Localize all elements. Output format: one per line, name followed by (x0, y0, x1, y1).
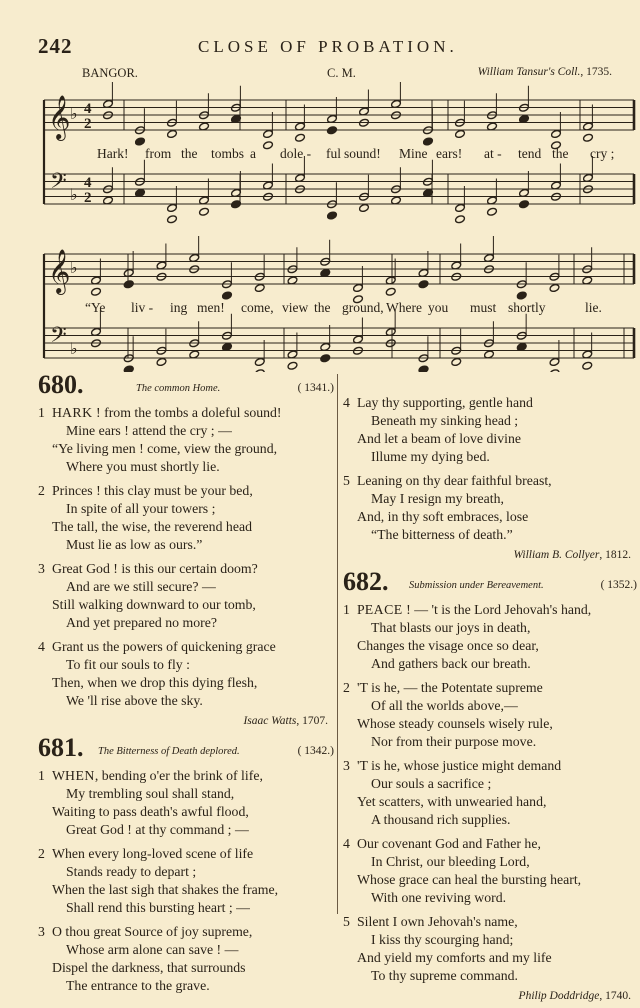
hymn-682-stanzas (343, 601, 637, 985)
verse-line (38, 674, 334, 692)
verse-text: Yet scatters, with unwearied hand, (357, 794, 547, 809)
verse-text: Silent I own Jehovah's name, (357, 914, 518, 929)
note-icon (385, 287, 396, 296)
verse-text: That blasts our joys in death, (371, 620, 531, 635)
note-icon (263, 130, 274, 139)
note-icon (199, 207, 210, 216)
flat-icon: ♭ (70, 260, 78, 277)
stanza (343, 601, 637, 673)
note-icon (551, 130, 562, 139)
stanza (38, 845, 334, 917)
verse-text: Waiting to pass death's awful flood, (52, 804, 249, 819)
verse-text: ! from the tombs a doleful sound! (92, 405, 282, 420)
verse-line (38, 404, 334, 422)
lyric-syllable: the (181, 146, 198, 161)
lyric-syllable: a (250, 146, 256, 161)
verse-text: And gathers back our breath. (371, 656, 531, 671)
author-name: Isaac Watts (243, 715, 297, 727)
verse-text: , bending o'er the brink of life, (94, 768, 263, 783)
stanza-number: 4 (38, 639, 45, 654)
verse-text: “The bitterness of death.” (371, 527, 513, 542)
verse-text: Where you must shortly lie. (66, 459, 220, 474)
verse-line (38, 614, 334, 632)
verse-text: A thousand rich supplies. (371, 812, 511, 827)
verse-line (38, 500, 334, 518)
note-icon (519, 200, 530, 209)
note-icon (582, 361, 593, 370)
note-icon (418, 280, 429, 289)
verse-text: Then, when we drop this dying flesh, (52, 675, 258, 690)
stanza (38, 767, 334, 839)
hymn-reference: ( 1352.) (600, 579, 637, 591)
tune-info (82, 66, 612, 82)
time-signature-icon: 2 (84, 116, 92, 132)
flat-icon: ♭ (70, 187, 78, 204)
verse-line (343, 775, 637, 793)
verse-line (343, 526, 637, 544)
verse-line (343, 811, 637, 829)
verse-text: When every long-loved scene of life (52, 846, 254, 861)
verse-line (343, 637, 637, 655)
note-icon (167, 130, 178, 139)
verse-text: And are we still secure? — (66, 579, 216, 594)
verse-initial: H (52, 405, 62, 420)
lyric-syllable: sound! (344, 146, 381, 161)
verse-line (38, 845, 334, 863)
verse-text: Our souls a sacrifice ; (371, 776, 492, 791)
stanza (343, 913, 637, 985)
lyric-syllable: ground, (342, 300, 384, 315)
lyric-syllable: you (428, 300, 449, 315)
verse-line (38, 785, 334, 803)
tune-source (478, 66, 612, 78)
note-icon (156, 358, 167, 367)
hymn-subject: Submission under Bereavement. (409, 580, 544, 591)
note-icon (583, 133, 594, 142)
lyric-syllable: the (552, 146, 569, 161)
verse-line (38, 977, 334, 995)
lyric-syllable: liv - (131, 300, 154, 315)
verse-text: Mine ears ! attend the cry ; — (66, 423, 232, 438)
note-icon (455, 215, 466, 224)
verse-text: My trembling soul shall stand, (66, 786, 235, 801)
note-icon (167, 204, 178, 213)
column-divider (337, 374, 338, 914)
tune-name: BANGOR. (82, 66, 138, 80)
verse-text: Shall rend this bursting heart ; — (66, 900, 250, 915)
note-icon (549, 369, 560, 372)
lyric-syllable: the (314, 300, 331, 315)
treble-clef-icon: 𝄞 (48, 95, 71, 139)
lyric-syllable: tombs (211, 146, 245, 161)
flat-icon: ♭ (70, 106, 78, 123)
lyric-syllable: ears! (436, 146, 463, 161)
verse-text: Still walking downward to our tomb, (52, 597, 256, 612)
time-signature-icon: 4 (84, 101, 92, 117)
verse-text: With one reviving word. (371, 890, 507, 905)
verse-text: Great God ! at thy command ; — (66, 822, 249, 837)
verse-text: When the last sigh that shakes the frame, (52, 882, 279, 897)
verse-text: ! — 't is the Lord Jehovah's hand, (402, 602, 592, 617)
hymn-681-stanzas-continued (343, 394, 637, 544)
tune-source-name: William Tansur's Coll. (477, 66, 581, 78)
tune-source-year: , 1735. (580, 66, 612, 78)
verse-line (38, 656, 334, 674)
verse-text: Of all the worlds above,— (371, 698, 518, 713)
note-icon (487, 207, 498, 216)
verse-line (343, 430, 637, 448)
tune-meter: C. M. (327, 66, 356, 80)
stanza (343, 679, 637, 751)
verse-text: Princes ! this clay must be your bed, (52, 483, 253, 498)
note-icon (320, 354, 331, 363)
verse-line (343, 508, 637, 526)
lyric-syllable: tend (518, 146, 542, 161)
treble-clef-icon: 𝄞 (48, 249, 71, 293)
author-year: , 1707. (296, 715, 328, 727)
verse-line (38, 458, 334, 476)
lyric-syllable: Where (386, 300, 422, 315)
verse-line (343, 655, 637, 673)
running-title: CLOSE OF PROBATION. (198, 37, 458, 56)
lyric-syllable: must (470, 300, 497, 315)
note-icon (231, 200, 242, 209)
verse-line (38, 536, 334, 554)
verse-text: I kiss thy scourging hand; (371, 932, 514, 947)
verse-text: 'T is he, — the Potentate supreme (357, 680, 543, 695)
verse-text: And yet prepared no more? (66, 615, 217, 630)
verse-line (343, 448, 637, 466)
note-icon (295, 133, 306, 142)
verse-text: May I resign my breath, (371, 491, 504, 506)
bass-clef-icon: 𝄢 (50, 169, 67, 199)
lyric-syllable: dole - (280, 146, 312, 161)
verse-text: Grant us the powers of quickening grace (52, 639, 276, 654)
stanza-number: 4 (343, 836, 350, 851)
verse-line (38, 596, 334, 614)
verse-line (38, 923, 334, 941)
stanza-number: 3 (38, 924, 45, 939)
stanza-number: 2 (38, 483, 45, 498)
verse-text: 'T is he, whose justice might demand (357, 758, 562, 773)
flat-icon: ♭ (70, 341, 78, 358)
stanza (343, 757, 637, 829)
verse-text: O thou great Source of joy supreme, (52, 924, 253, 939)
verse-line (38, 422, 334, 440)
verse-line (343, 394, 637, 412)
stanza (38, 404, 334, 476)
note-icon (359, 204, 370, 213)
verse-smallcaps: EACE (364, 602, 403, 617)
verse-line (38, 959, 334, 977)
verse-text: The tall, the wise, the reverend head (52, 519, 252, 534)
note-icon (418, 365, 429, 372)
hymn-number: 680. (38, 370, 84, 399)
verse-text: Lay thy supporting, gentle hand (357, 395, 533, 410)
verse-text: Whose steady counsels wisely rule, (357, 716, 553, 731)
left-column (38, 370, 334, 1001)
verse-text: Whose grace can heal the bursting heart, (357, 872, 582, 887)
note-icon (455, 204, 466, 213)
author-name: Philip Doddridge (518, 990, 600, 1002)
stanza (38, 482, 334, 554)
lyric-syllable: ing (170, 300, 188, 315)
hymn-680-heading (38, 370, 334, 404)
hymn-682 (343, 567, 637, 1004)
verse-text: And, in thy soft embraces, lose (357, 509, 529, 524)
time-signature-icon: 2 (84, 190, 92, 206)
note-icon (123, 280, 134, 289)
verse-line (343, 913, 637, 931)
note-icon (327, 211, 338, 220)
hymn-reference: ( 1342.) (297, 745, 334, 757)
verse-line (38, 638, 334, 656)
lyric-syllable: from (145, 146, 172, 161)
verse-line (343, 412, 637, 430)
stanza-number: 5 (343, 473, 350, 488)
verse-line (343, 733, 637, 751)
hymn-author (38, 714, 328, 729)
note-icon (254, 284, 265, 293)
verse-text: Nor from their purpose move. (371, 734, 537, 749)
lyric-syllable: men! (197, 300, 225, 315)
verse-line (38, 821, 334, 839)
verse-line (343, 679, 637, 697)
verse-text: To thy supreme command. (371, 968, 518, 983)
bass-clef-icon: 𝄢 (50, 323, 67, 353)
verse-line (343, 472, 637, 490)
note-icon (327, 126, 338, 135)
stanza (38, 923, 334, 995)
lyric-syllable: ful (326, 146, 341, 161)
verse-line (343, 757, 637, 775)
hymn-681-stanzas (38, 767, 334, 995)
verse-text: The entrance to the grave. (66, 978, 210, 993)
verse-text: We 'll rise above the sky. (66, 693, 203, 708)
hymn-681 (38, 733, 334, 995)
stanza-number: 1 (38, 768, 45, 783)
verse-line (343, 619, 637, 637)
author-year: , 1740. (599, 990, 631, 1002)
stanza-number: 4 (343, 395, 350, 410)
verse-line (343, 871, 637, 889)
note-icon (423, 137, 434, 146)
verse-text: Stands ready to depart ; (66, 864, 197, 879)
verse-line (343, 697, 637, 715)
note-icon (549, 358, 560, 367)
verse-line (38, 578, 334, 596)
hymn-680 (38, 370, 334, 729)
verse-line (343, 793, 637, 811)
verse-line (38, 881, 334, 899)
stanza (343, 835, 637, 907)
music-score (0, 82, 640, 372)
note-icon (516, 291, 527, 300)
hymn-number: 681. (38, 733, 84, 762)
verse-text: Great God ! is this our certain doom? (52, 561, 258, 576)
note-icon (287, 361, 298, 370)
verse-initial: W (52, 768, 66, 783)
verse-line (38, 482, 334, 500)
verse-line (38, 560, 334, 578)
stanza (38, 638, 334, 710)
hymn-number: 682. (343, 567, 389, 596)
author-name: William B. Collyer (513, 549, 600, 561)
stanza (343, 394, 637, 466)
verse-line (38, 863, 334, 881)
verse-smallcaps: ARK (61, 405, 93, 420)
hymn-680-stanzas (38, 404, 334, 710)
verse-text: Must lie as low as ours.” (66, 537, 203, 552)
verse-line (38, 518, 334, 536)
lyric-syllable: Hark! (97, 146, 129, 161)
verse-text: Changes the visage once so dear, (357, 638, 539, 653)
note-icon (263, 141, 274, 150)
verse-line (38, 767, 334, 785)
hymn-681-heading (38, 733, 334, 767)
stanza-number: 1 (38, 405, 45, 420)
lyric-syllable: lie. (585, 300, 602, 315)
verse-line (38, 803, 334, 821)
stanza-number: 2 (343, 680, 350, 695)
verse-line (343, 889, 637, 907)
hymn-author (343, 548, 631, 563)
note-icon (549, 284, 560, 293)
page-header (38, 34, 610, 62)
lyric-syllable: Mine (399, 146, 428, 161)
hymn-reference: ( 1341.) (297, 382, 334, 394)
verse-line (343, 967, 637, 985)
note-icon (455, 130, 466, 139)
verse-text: To fit our souls to fly : (66, 657, 190, 672)
verse-line (343, 715, 637, 733)
stanza-number: 3 (38, 561, 45, 576)
verse-smallcaps: HEN (65, 768, 95, 783)
lyric-syllable: shortly (508, 300, 546, 315)
note-icon (254, 358, 265, 367)
stanza-number: 1 (343, 602, 350, 617)
verse-line (343, 835, 637, 853)
page-number: 242 (38, 34, 73, 58)
verse-line (38, 692, 334, 710)
lyric-syllable: come, (241, 300, 274, 315)
lyric-syllable: at - (484, 146, 502, 161)
right-column (343, 394, 637, 1008)
verse-line (343, 490, 637, 508)
verse-text: In spite of all your towers ; (66, 501, 216, 516)
verse-line (38, 440, 334, 458)
verse-text: Whose arm alone can save ! — (66, 942, 239, 957)
hymn-subject: The common Home. (136, 383, 221, 394)
verse-initial: P (357, 602, 365, 617)
verse-line (343, 949, 637, 967)
stanza-number: 5 (343, 914, 350, 929)
note-icon (91, 287, 102, 296)
verse-text: In Christ, our bleeding Lord, (371, 854, 530, 869)
lyric-syllable: cry ; (590, 146, 615, 161)
verse-line (343, 853, 637, 871)
hymn-author (343, 989, 631, 1004)
author-year: , 1812. (599, 549, 631, 561)
verse-line (343, 601, 637, 619)
hymn-682-heading (343, 567, 637, 601)
stanza-number: 3 (343, 758, 350, 773)
stanza (38, 560, 334, 632)
verse-text: And let a beam of love divine (357, 431, 521, 446)
note-icon (167, 215, 178, 224)
verse-text: Beneath my sinking head ; (371, 413, 519, 428)
verse-line (38, 899, 334, 917)
note-icon (135, 137, 146, 146)
verse-text: Dispel the darkness, that surrounds (52, 960, 246, 975)
verse-line (343, 931, 637, 949)
time-signature-icon: 4 (84, 175, 92, 191)
verse-text: “Ye living men ! come, view the ground, (52, 441, 278, 456)
note-icon (222, 291, 233, 300)
note-icon (451, 358, 462, 367)
note-icon (353, 284, 364, 293)
stanza-number: 2 (38, 846, 45, 861)
hymn-subject: The Bitterness of Death deplored. (98, 746, 240, 757)
verse-text: Illume my dying bed. (371, 449, 490, 464)
lyric-syllable: view (282, 300, 309, 315)
lyric-syllable: “Ye (85, 300, 106, 315)
verse-text: Our covenant God and Father he, (357, 836, 541, 851)
stanza (343, 472, 637, 544)
verse-text: Leaning on thy dear faithful breast, (357, 473, 552, 488)
verse-text: And yield my comforts and my life (357, 950, 552, 965)
